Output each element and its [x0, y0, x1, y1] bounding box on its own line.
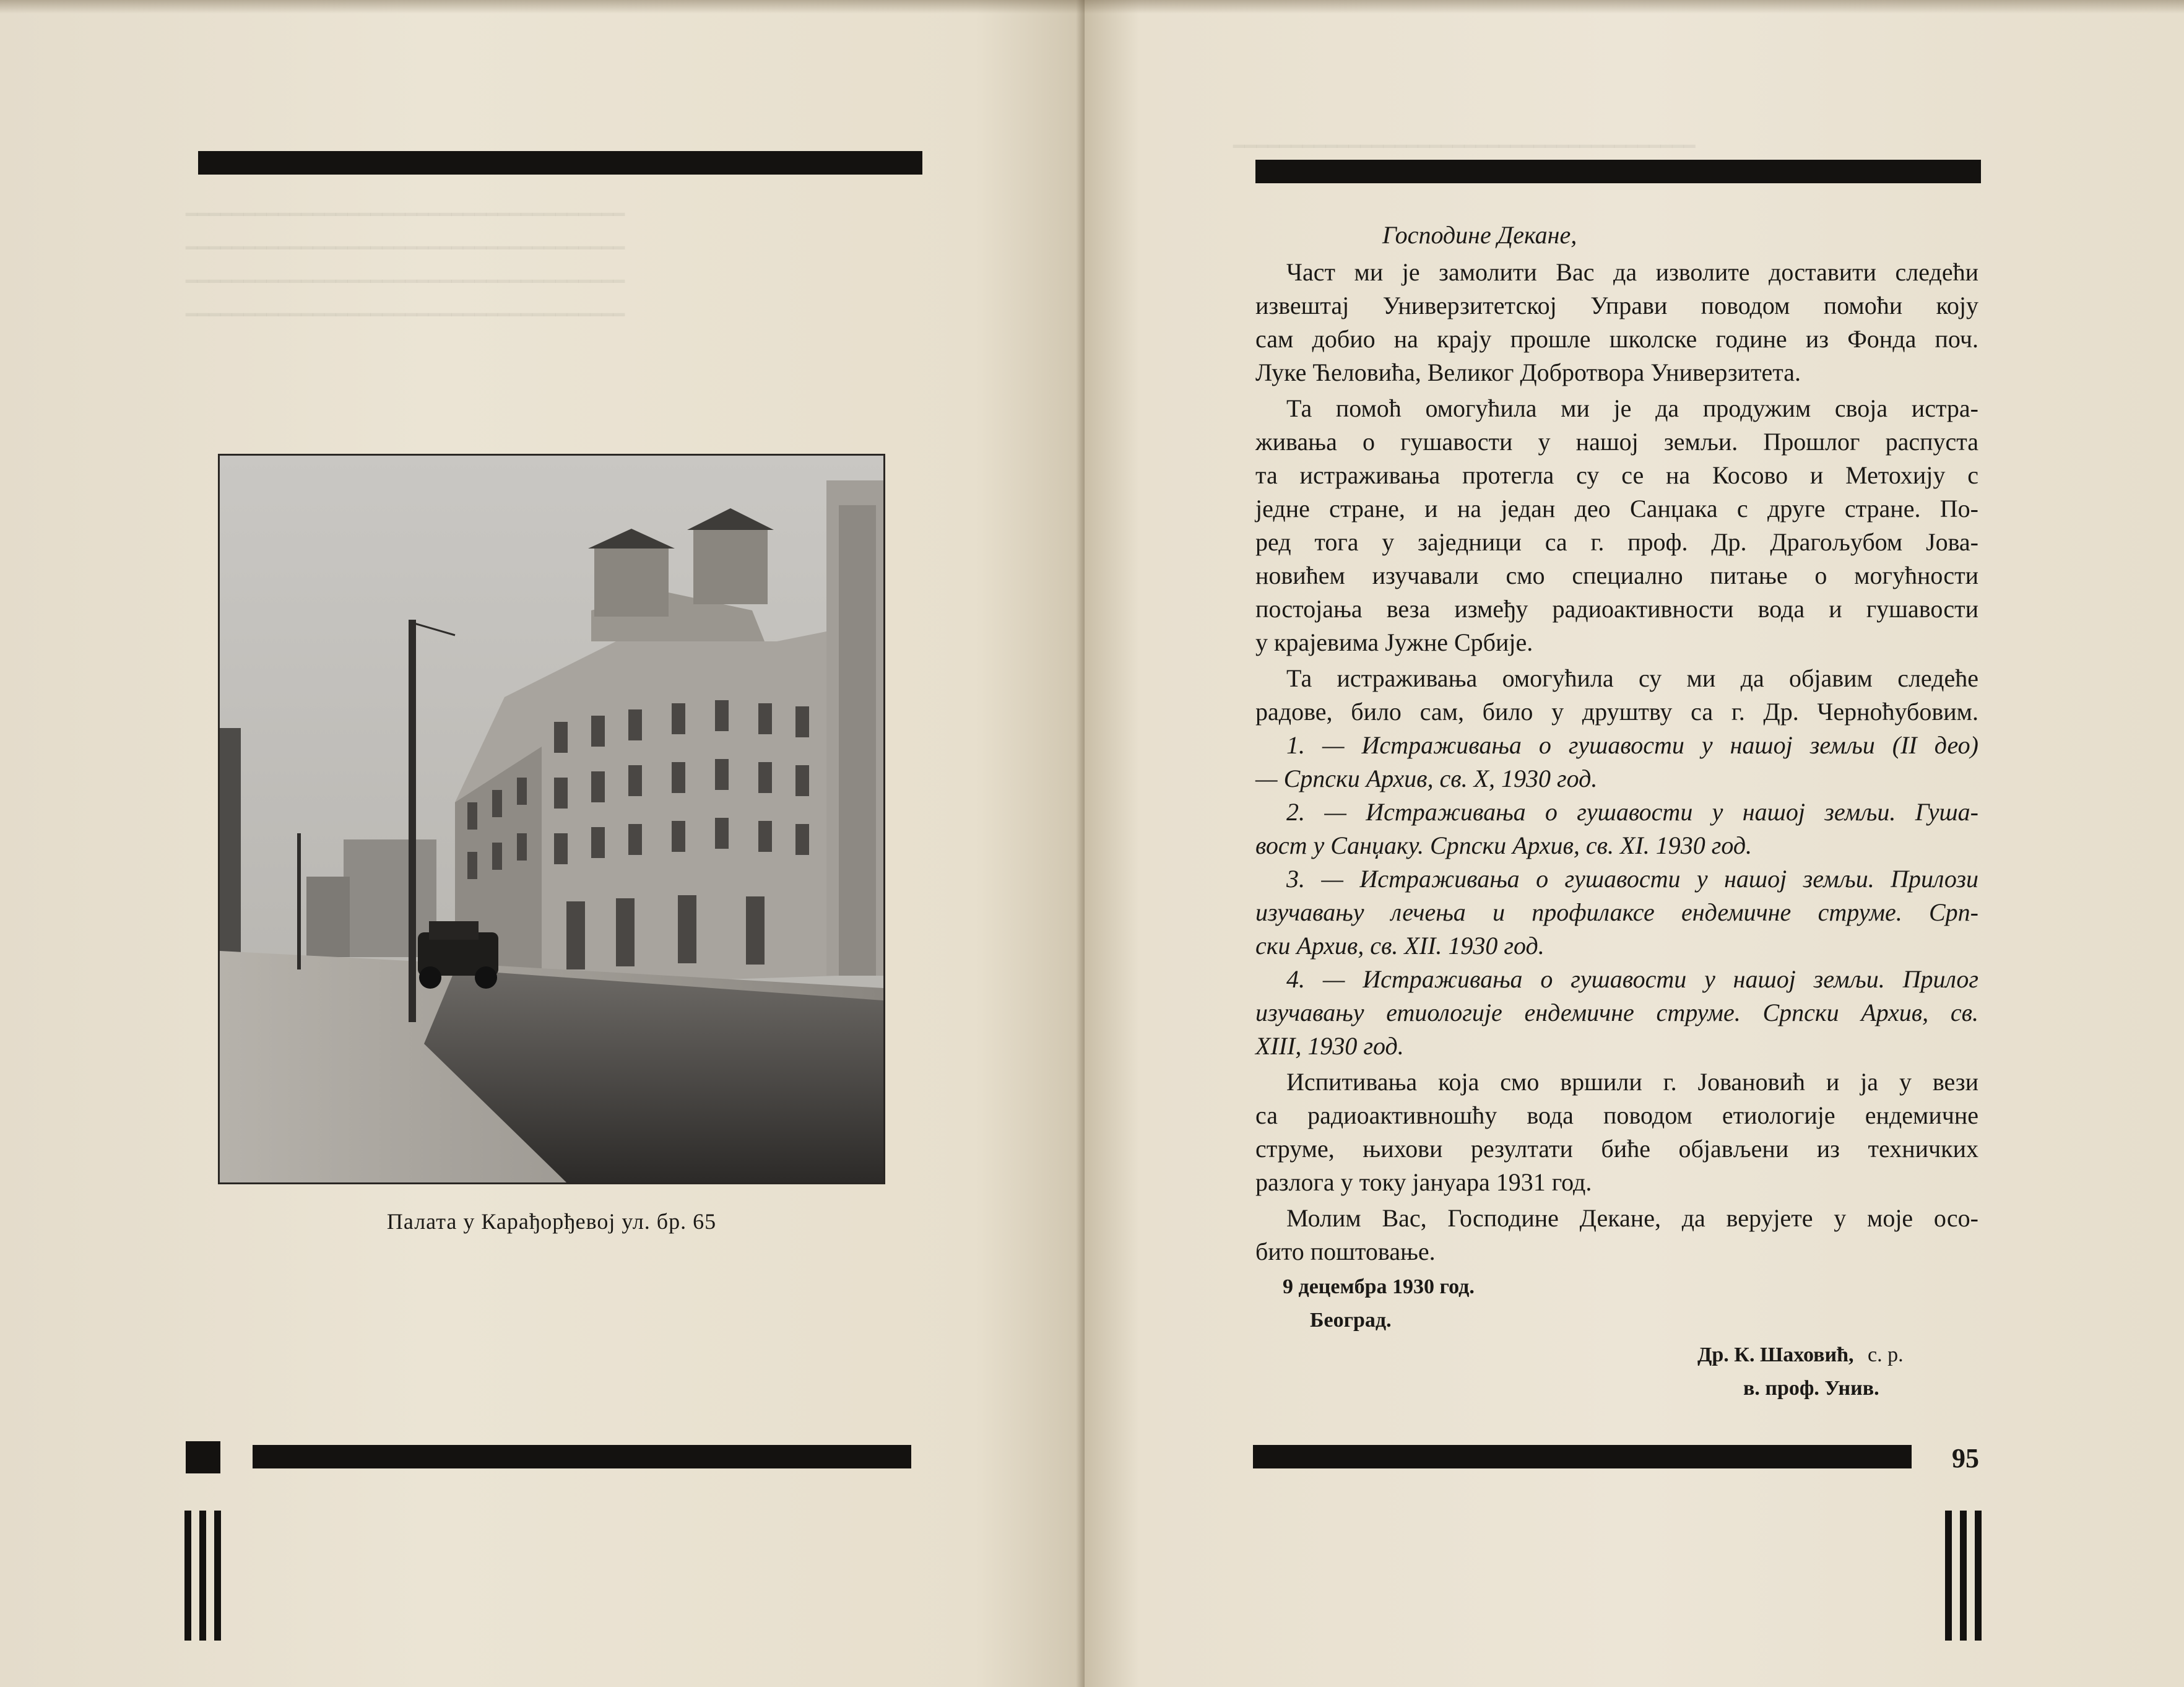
decorative-vertical-lines [184, 1511, 222, 1641]
letter-line: Та истраживања омогућила су ми да објавим следеће [1286, 664, 1978, 692]
bottom-square [186, 1441, 220, 1473]
bottom-rule [253, 1445, 911, 1468]
letter-line: ски Архив, св. XII. 1930 год. [1255, 932, 1545, 960]
letter-line: 1. — Истраживања о гушавости у нашој земљи (II део) [1286, 731, 1978, 759]
signature-title: в. проф. Унив. [1743, 1377, 1879, 1400]
letter-line: са радиоактивношћу вода поводом етиологије ендемичне [1255, 1101, 1978, 1129]
signature-name-text: Др. К. Шаховић, [1697, 1343, 1854, 1366]
letter-date: 9 децембра 1930 год. [1283, 1275, 1475, 1298]
letter-place: Београд. [1310, 1309, 1392, 1332]
letter-line: једне стране, и на један део Санџака с друге стране. По- [1255, 495, 1978, 523]
signature-name [1697, 1343, 1904, 1367]
letter-line: Та помоћ омогућила ми је да продужим своја истра- [1286, 394, 1978, 422]
photo-caption: Палата у Карађорђевој ул. бр. 65 [386, 1209, 717, 1234]
letter-line: вост у Санџаку. Српски Архив, св. XI. 1930 год. [1255, 831, 1753, 859]
letter-line: извештај Универзитетској Управи поводом помоћи коју [1255, 292, 1978, 319]
letter-line: изучавању лечења и профилаксе ендемичне струме. Срп- [1255, 898, 1978, 926]
letter-line: та истраживања протегла су се на Косово и Метохију с [1255, 461, 1978, 489]
bottom-rule [1253, 1445, 1912, 1468]
letter-line: Испитивања која смо вршили г. Јовановић и ја у вези [1286, 1068, 1978, 1096]
letter-line: 4. — Истраживања о гушавости у нашој земљи. Прилог [1286, 965, 1978, 993]
show-through-text: ━━━━━━━━━━━━━━━━━━━━━━━━━━━━━━━━━━━━━━ ━━━━━━━━━━━━━━━━━━━━━━━━━━━━━━━━━━━━━━ ━━━━━━━━━━━━━━━━━━━━━━━━━━━━━━━━━━━━━━ ━━━━━━━━━━━━━━━━━━━━━━━━━━━━━━━━━━━━━━ [186, 204, 625, 326]
letter-line: 3. — Истраживања о гушавости у нашој земљи. Прилози [1286, 865, 1978, 893]
letter-line: Луке Ћеловића, Великог Добротвора Универзитета. [1255, 358, 1801, 386]
letter-line: радове, било сам, било у друштву са г. Др. Черноћубовим. [1255, 698, 1978, 726]
letter-line: живања о гушавости у нашој земљи. Прошлог распуста [1255, 428, 1978, 456]
photo-image [220, 456, 883, 1182]
salutation: Господине Декане, [1382, 221, 1577, 249]
letter-line: ред тога у заједници са г. проф. Др. Драгољубом Јова- [1255, 528, 1978, 556]
top-rule [1255, 160, 1981, 183]
letter-line: разлога у току јануара 1931 год. [1255, 1168, 1592, 1196]
letter-line: струме, њихови резултати биће објављени из техничких [1255, 1135, 1978, 1163]
letter-line: — Српски Архив, св. X, 1930 год. [1255, 765, 1598, 792]
letter-line: XIII, 1930 год. [1255, 1032, 1404, 1060]
letter-line: новићем изучавали смо специално питање о могућности [1255, 562, 1978, 589]
page-number: 95 [1952, 1443, 1979, 1473]
letter-line: у крајевима Јужне Србије. [1255, 628, 1533, 656]
letter-line: изучавању етиологије ендемичне струме. Српски Архив, св. [1255, 999, 1978, 1026]
signature-sr: с. р. [1868, 1343, 1904, 1366]
building-photograph [218, 454, 885, 1184]
letter-line: Молим Вас, Господине Декане, да верујете у моје осо- [1286, 1204, 1978, 1232]
top-rule [198, 151, 922, 175]
letter-line: бито поштовање. [1255, 1238, 1436, 1265]
left-page [0, 0, 1085, 1687]
letter-line: 2. — Истраживања о гушавости у нашој земљи. Гуша- [1286, 798, 1978, 826]
letter-line: Част ми је замолити Вас да изволите доставити следећи [1286, 258, 1978, 286]
decorative-vertical-lines [1945, 1511, 1982, 1641]
page-top-edge [1085, 0, 2184, 14]
letter-line: сам добио на крају прошле школске године из Фонда поч. [1255, 325, 1978, 353]
letter-line: постојања веза између радиоактивности вода и гушавости [1255, 595, 1978, 623]
show-through-text: ━━━━━━━━━━━━━━━━━━━━━━━━━━━━━━━━━━━━━━━━ [1233, 136, 1696, 157]
page-top-edge [0, 0, 1085, 14]
